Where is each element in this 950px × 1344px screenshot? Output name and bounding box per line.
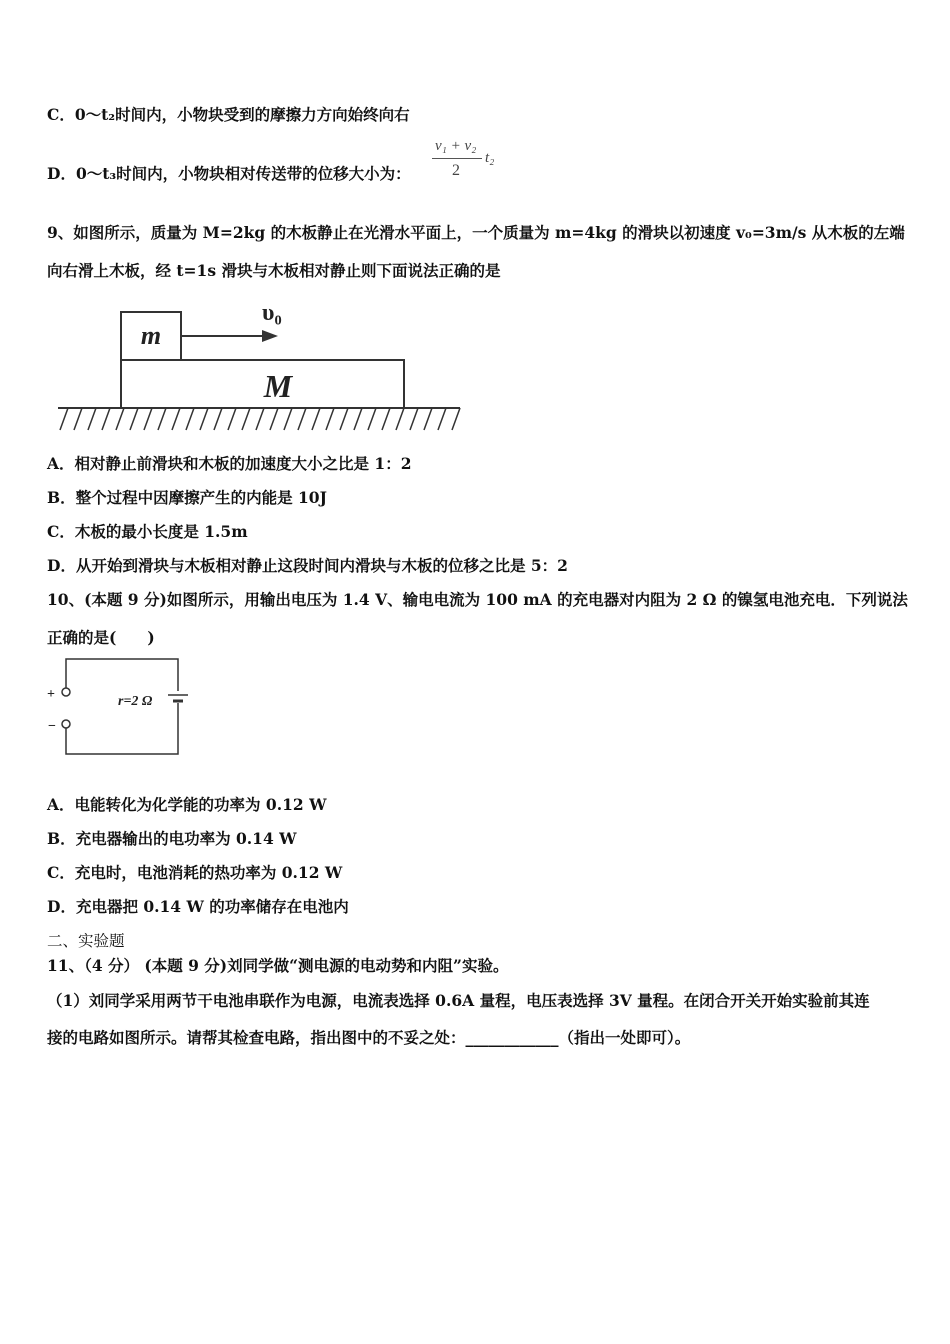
q9-option-b: B．整个过程中因摩擦产生的内能是 10J [47, 488, 327, 507]
hatch-line [284, 408, 292, 430]
q9-option-a: A．相对静止前滑块和木板的加速度大小之比是 1：2 [47, 454, 412, 473]
resistance-label: r=2 Ω [118, 694, 153, 709]
velocity-label: υ₀ [262, 300, 282, 326]
hatch-line [298, 408, 306, 430]
hatch-line [424, 408, 432, 430]
hatch-line [158, 408, 166, 430]
hatch-line [312, 408, 320, 430]
hatch-line [452, 408, 460, 430]
q10-stem-line1: 10、(本题 9 分)如图所示，用输出电压为 1.4 V、输电电流为 100 mA 的充电器对内阻为 2 Ω 的镍氢电池充电．下列说法 [47, 590, 908, 609]
ground-hatching [60, 408, 460, 430]
hatch-line [270, 408, 278, 430]
hatch-line [242, 408, 250, 430]
hatch-line [340, 408, 348, 430]
q9-option-c: C．木板的最小长度是 1.5m [47, 522, 248, 541]
q10-option-a: A．电能转化为化学能的功率为 0.12 W [47, 795, 327, 814]
hatch-line [438, 408, 446, 430]
q11-stem-line3: 接的电路如图所示。请帮其检查电路，指出图中的不妥之处：____________（指出一处即可）。 [47, 1028, 691, 1047]
plus-terminal [62, 688, 70, 696]
board-M [121, 360, 404, 408]
plus-terminal-label: + [47, 687, 55, 702]
q9-stem-line1: 9、如图所示，质量为 M=2kg 的木板静止在光滑水平面上，一个质量为 m=4kg 的滑块以初速度 v₀=3m/s 从木板的左端 [47, 223, 905, 242]
q10-option-b: B．充电器输出的电功率为 0.14 W [47, 829, 297, 848]
q9-option-d: D．从开始到滑块与木板相对静止这段时间内滑块与木板的位移之比是 5：2 [47, 556, 568, 575]
hatch-line [116, 408, 124, 430]
q10-circuit-figure [44, 655, 204, 760]
q9-block-board-figure [50, 292, 470, 437]
formula-numerator: v₁ + v₂ [435, 138, 477, 154]
hatch-line [228, 408, 236, 430]
arrow-head [262, 330, 278, 342]
hatch-line [144, 408, 152, 430]
hatch-line [368, 408, 376, 430]
hatch-line [74, 408, 82, 430]
minus-terminal [62, 720, 70, 728]
top-wire [66, 659, 178, 691]
block-label: m [140, 321, 162, 350]
hatch-line [172, 408, 180, 430]
q11-stem-line1: 11、（4 分） (本题 9 分)刘同学做“测电源的电动势和内阻”实验。 [47, 956, 509, 975]
hatch-line [214, 408, 222, 430]
bottom-wire [66, 703, 178, 754]
q10-option-c: C．充电时，电池消耗的热功率为 0.12 W [47, 863, 343, 882]
q10-option-d: D．充电器把 0.14 W 的功率储存在电池内 [47, 897, 349, 916]
section-heading: 二、实验题 [47, 932, 125, 950]
q8-formula [430, 138, 500, 186]
q10-stem-line2: 正确的是( ) [47, 628, 155, 647]
q9-stem-line2: 向右滑上木板，经 t=1s 滑块与木板相对静止则下面说法正确的是 [47, 261, 501, 280]
q8-option-c: C．0～t₂时间内，小物块受到的摩擦力方向始终向右 [47, 105, 410, 124]
hatch-line [186, 408, 194, 430]
hatch-line [354, 408, 362, 430]
hatch-line [256, 408, 264, 430]
fraction-bar [432, 158, 482, 159]
hatch-line [326, 408, 334, 430]
q8-option-d: D．0～t₃时间内，小物块相对传送带的位移大小为： [47, 164, 411, 183]
hatch-line [396, 408, 404, 430]
formula-tail: t₂ [485, 150, 495, 166]
formula-denominator: 2 [452, 162, 460, 179]
board-label: M [263, 368, 293, 404]
hatch-line [102, 408, 110, 430]
hatch-line [200, 408, 208, 430]
hatch-line [382, 408, 390, 430]
hatch-line [130, 408, 138, 430]
hatch-line [88, 408, 96, 430]
hatch-line [60, 408, 68, 430]
minus-terminal-label: − [48, 719, 56, 734]
hatch-line [410, 408, 418, 430]
q11-stem-line2: （1）刘同学采用两节干电池串联作为电源，电流表选择 0.6A 量程，电压表选择 3V 量程。在闭合开关开始实验前其连 [47, 991, 870, 1010]
